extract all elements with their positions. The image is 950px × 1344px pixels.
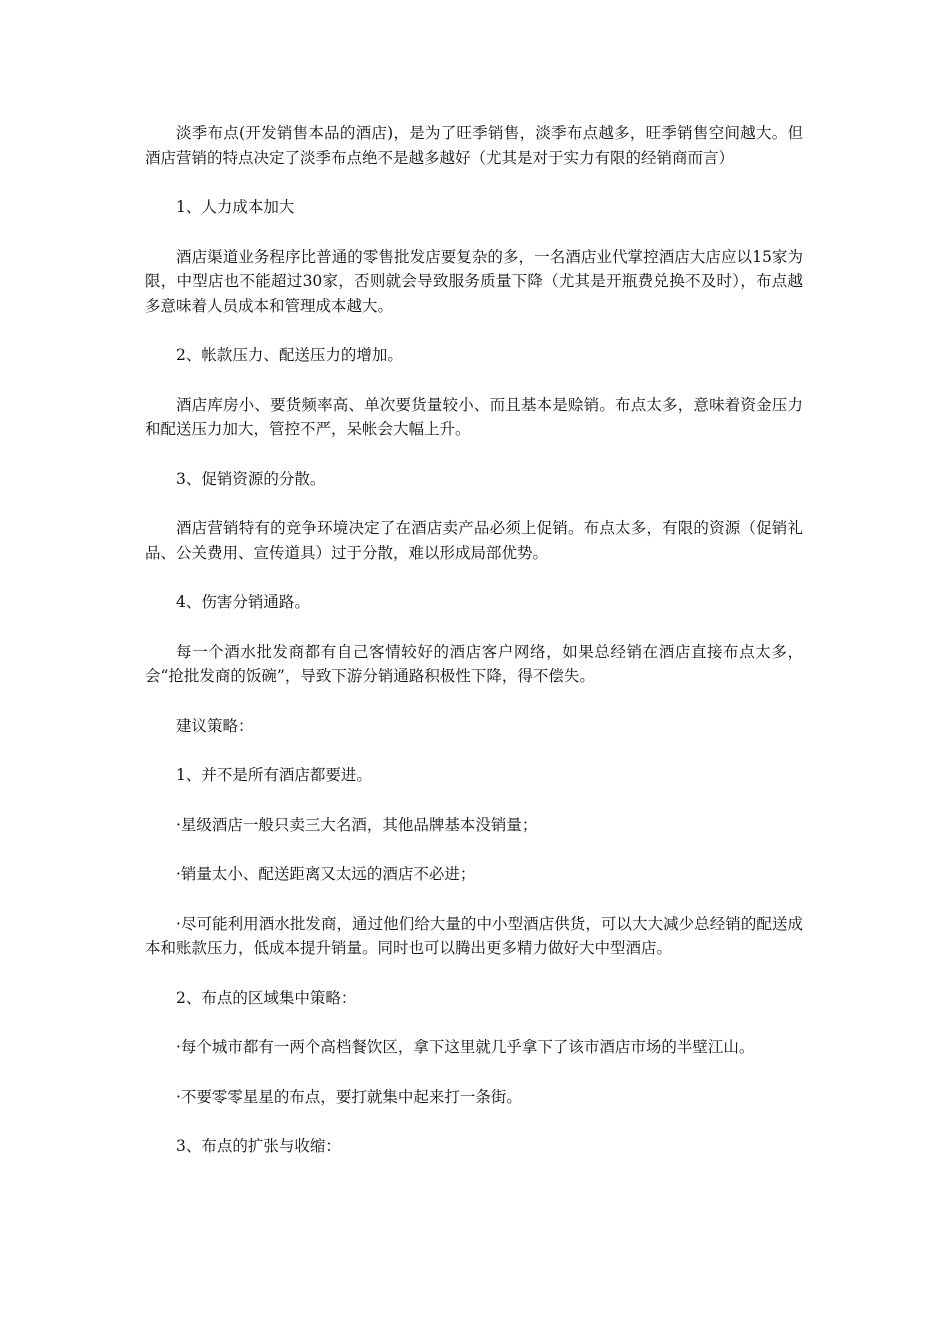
heading-strategy-2: 2、布点的区域集中策略： (176, 988, 357, 1007)
bullet-strategy-1c: ·尽可能利用酒水批发商，通过他们给大量的中小型酒店供货，可以大大减少总经销的配送成本和账款压力，低成本提升销量。同时也可以腾出更多精力做好大中型酒店。 (145, 914, 803, 957)
paragraph-point-1: 酒店渠道业务程序比普通的零售批发店要复杂的多，一名酒店业代掌控酒店大店应以15家为限，中型店也不能超过30家，否则就会导致服务质量下降（尤其是开瓶费兑换不及时），布点越多意味着人员成本和管理成本越大。 (145, 247, 803, 315)
bullet-strategy-1a: ·星级酒店一般只卖三大名酒，其他品牌基本没销量； (176, 815, 538, 834)
bullet-strategy-2b: ·不要零零星星的布点，要打就集中起来打一条街。 (176, 1087, 522, 1106)
bullet-strategy-1b: ·销量太小、配送距离又太远的酒店不必进； (176, 865, 476, 883)
heading-point-2: 2、帐款压力、配送压力的增加。 (176, 346, 403, 364)
document-body (145, 121, 803, 1159)
bullet-strategy-2a: ·每个城市都有一两个高档餐饮区，拿下这里就几乎拿下了该市酒店市场的半壁江山。 (176, 1038, 755, 1056)
paragraph-point-3: 酒店营销特有的竞争环境决定了在酒店卖产品必须上促销。布点太多，有限的资源（促销礼品、公关费用、宣传道具）过于分散，难以形成局部优势。 (145, 519, 803, 562)
paragraph-intro: 淡季布点(开发销售本品的酒店)，是为了旺季销售，淡季布点越多，旺季销售空间越大。但酒店营销的特点决定了淡季布点绝不是越多越好（尤其是对于实力有限的经销商而言） (145, 124, 803, 167)
heading-point-1: 1、人力成本加大 (176, 198, 295, 216)
heading-strategy: 建议策略： (176, 716, 254, 735)
heading-point-4: 4、伤害分销通路。 (176, 593, 310, 611)
heading-strategy-3: 3、布点的扩张与收缩： (176, 1137, 341, 1155)
paragraph-point-2: 酒店库房小、要货频率高、单次要货量较小、而且基本是赊销。布点太多，意味着资金压力和配送压力加大，管控不严，呆帐会大幅上升。 (145, 395, 803, 438)
paragraph-point-4: 每一个酒水批发商都有自己客情较好的酒店客户网络，如果总经销在酒店直接布点太多，会“抢批发商的饭碗”，导致下游分销通路积极性下降，得不偿失。 (145, 642, 803, 685)
heading-point-3: 3、促销资源的分散。 (176, 469, 326, 488)
heading-strategy-1: 1、并不是所有酒店都要进。 (176, 766, 372, 784)
